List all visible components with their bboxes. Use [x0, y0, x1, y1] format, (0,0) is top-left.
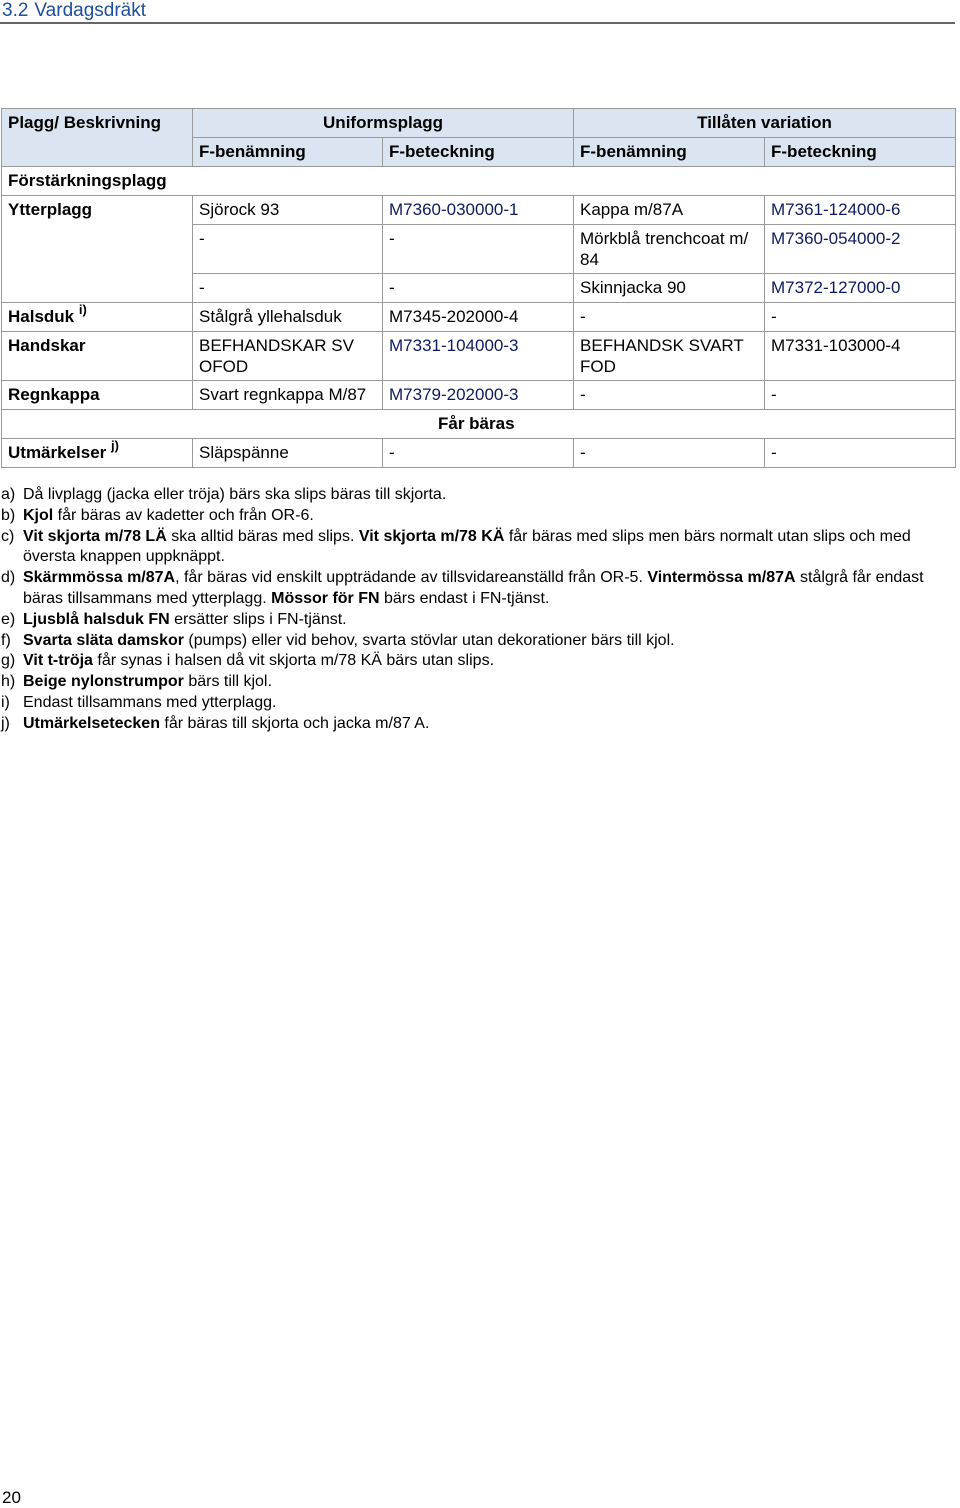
- note-text: bärs endast i FN-tjänst.: [379, 589, 550, 607]
- note-label: c): [1, 527, 15, 545]
- note-d: [1, 568, 956, 610]
- note-text: Endast tillsammans med ytterplagg.: [23, 693, 277, 711]
- col-header-plagg: Plagg/ Beskrivning: [2, 109, 193, 167]
- note-bold: Mössor för FN: [271, 589, 380, 607]
- note-f: [1, 631, 956, 652]
- cell-variation-benamning: -: [574, 303, 765, 332]
- group-header-uniformsplagg: Uniformsplagg: [193, 109, 574, 138]
- note-i: [1, 693, 956, 714]
- table-row: [2, 196, 956, 225]
- cell-variation-benamning: Skinnjacka 90: [574, 274, 765, 303]
- note-bold: Vit skjorta m/78 KÄ: [358, 527, 505, 545]
- cell-variation-beteckning: -: [765, 303, 956, 332]
- note-bold: Skärmmössa m/87A: [23, 569, 176, 587]
- cell-variation-beteckning: M7360-054000-2: [765, 225, 956, 274]
- note-bold: Vit skjorta m/78 LÄ: [23, 527, 167, 545]
- cell-benamning: Sjörock 93: [193, 196, 383, 225]
- cell-variation-beteckning: -: [765, 381, 956, 410]
- cell-variation-beteckning: M7331-103000-4: [765, 332, 956, 381]
- row-label: Halsduk: [8, 307, 75, 326]
- note-c: [1, 527, 956, 569]
- subheader-f-beteckning: F-beteckning: [383, 138, 574, 167]
- note-text: , får bäras vid enskilt uppträdande av tillsvidareanställd från OR-5.: [175, 569, 648, 587]
- cell-benamning: Stålgrå yllehalsduk: [193, 303, 383, 332]
- note-label: e): [1, 610, 16, 628]
- note-text: ersätter slips i FN-tjänst.: [169, 610, 347, 628]
- note-text: Då livplagg (jacka eller tröja) bärs ska slips bäras till skjorta.: [23, 486, 447, 503]
- cell-variation-benamning: BEFHANDSK SVART FOD: [574, 332, 765, 381]
- cell-benamning: -: [193, 274, 383, 303]
- subheader-f-benamning-variation: F-benämning: [574, 138, 765, 167]
- footnotes: [1, 485, 956, 735]
- note-bold: Beige nylonstrumpor: [23, 673, 184, 691]
- note-e: [1, 610, 956, 631]
- table-row: [2, 410, 956, 439]
- cell-benamning: -: [193, 225, 383, 274]
- cell-variation-benamning: -: [574, 439, 765, 468]
- cell-beteckning: -: [383, 439, 574, 468]
- note-bold: Ljusblå halsduk FN: [23, 610, 170, 628]
- note-text: får bäras av kadetter och från OR-6.: [53, 506, 314, 524]
- table-row: [2, 381, 956, 410]
- note-b: [1, 506, 956, 527]
- row-label-cell: [2, 439, 193, 468]
- cell-benamning: Släpspänne: [193, 439, 383, 468]
- note-label: a): [1, 486, 16, 503]
- cell-benamning: Svart regnkappa M/87: [193, 381, 383, 410]
- note-label: j): [1, 714, 10, 732]
- note-text: bärs till kjol.: [183, 673, 272, 691]
- note-bold: Kjol: [23, 506, 54, 524]
- note-text: (pumps) eller vid behov, svarta stövlar utan dekorationer bärs till kjol.: [183, 631, 675, 649]
- group-header-tillaten-variation: Tillåten variation: [574, 109, 956, 138]
- section-row: [2, 167, 956, 196]
- cell-variation-benamning: -: [574, 381, 765, 410]
- section-title: [2, 0, 146, 22]
- note-g: [1, 651, 956, 672]
- subheader-f-benamning: F-benämning: [193, 138, 383, 167]
- note-text: ska alltid bäras med slips.: [166, 527, 359, 545]
- cell-variation-beteckning: M7372-127000-0: [765, 274, 956, 303]
- cell-benamning: BEFHANDSKAR SV OFOD: [193, 332, 383, 381]
- cell-variation-benamning: Mörkblå trenchcoat m/ 84: [574, 225, 765, 274]
- note-bold: Vit t-tröja: [23, 652, 93, 670]
- cell-variation-benamning: Kappa m/87A: [574, 196, 765, 225]
- footnote-ref: i): [78, 302, 87, 318]
- footnote-ref: j): [111, 438, 119, 454]
- note-text: får synas i halsen då vit skjorta m/78 KÄ bärs utan slips.: [92, 652, 495, 670]
- section-label: Förstärkningsplagg: [2, 167, 956, 196]
- section-number: 3.2: [2, 0, 29, 21]
- note-label: f): [1, 631, 11, 649]
- cell-variation-beteckning: -: [765, 439, 956, 468]
- note-text: får bäras till skjorta och jacka m/87 A.: [159, 714, 430, 732]
- far-baras-row: Får bäras: [2, 410, 956, 439]
- note-text: stålgrå får endast bäras tillsammans med ytterplagg.: [23, 569, 924, 607]
- page-number: 20: [2, 1488, 21, 1507]
- row-label-cell: [2, 303, 193, 332]
- note-bold: Utmärkelsetecken: [23, 714, 160, 732]
- subheader-f-beteckning-variation: F-beteckning: [765, 138, 956, 167]
- row-label: Ytterplagg: [2, 196, 193, 303]
- cell-beteckning: M7360-030000-1: [383, 196, 574, 225]
- note-label: d): [1, 569, 16, 587]
- note-a: [1, 485, 956, 506]
- row-label: Utmärkelser: [8, 443, 107, 462]
- note-label: b): [1, 506, 16, 524]
- note-text: får bäras med slips men bärs normalt utan slips och med översta knappen uppknäppt.: [23, 527, 911, 566]
- cell-beteckning: M7345-202000-4: [383, 303, 574, 332]
- note-h: [1, 672, 956, 693]
- note-label: h): [1, 673, 16, 691]
- cell-beteckning: -: [383, 225, 574, 274]
- row-label: Handskar: [2, 332, 193, 381]
- uniform-table: [1, 108, 956, 468]
- note-label: i): [1, 693, 10, 711]
- cell-beteckning: M7331-104000-3: [383, 332, 574, 381]
- section-title-text: Vardagsdräkt: [34, 0, 147, 21]
- table-row: [2, 303, 956, 332]
- cell-variation-beteckning: M7361-124000-6: [765, 196, 956, 225]
- title-rule: [0, 22, 955, 24]
- table-header-row: [2, 109, 956, 138]
- cell-beteckning: -: [383, 274, 574, 303]
- note-label: g): [1, 652, 16, 670]
- cell-beteckning: M7379-202000-3: [383, 381, 574, 410]
- table-row: [2, 439, 956, 468]
- note-bold: Svarta släta damskor: [23, 631, 184, 649]
- row-label: Regnkappa: [2, 381, 193, 410]
- note-bold: Vintermössa m/87A: [647, 569, 796, 587]
- table-row: [2, 332, 956, 381]
- note-j: [1, 714, 956, 735]
